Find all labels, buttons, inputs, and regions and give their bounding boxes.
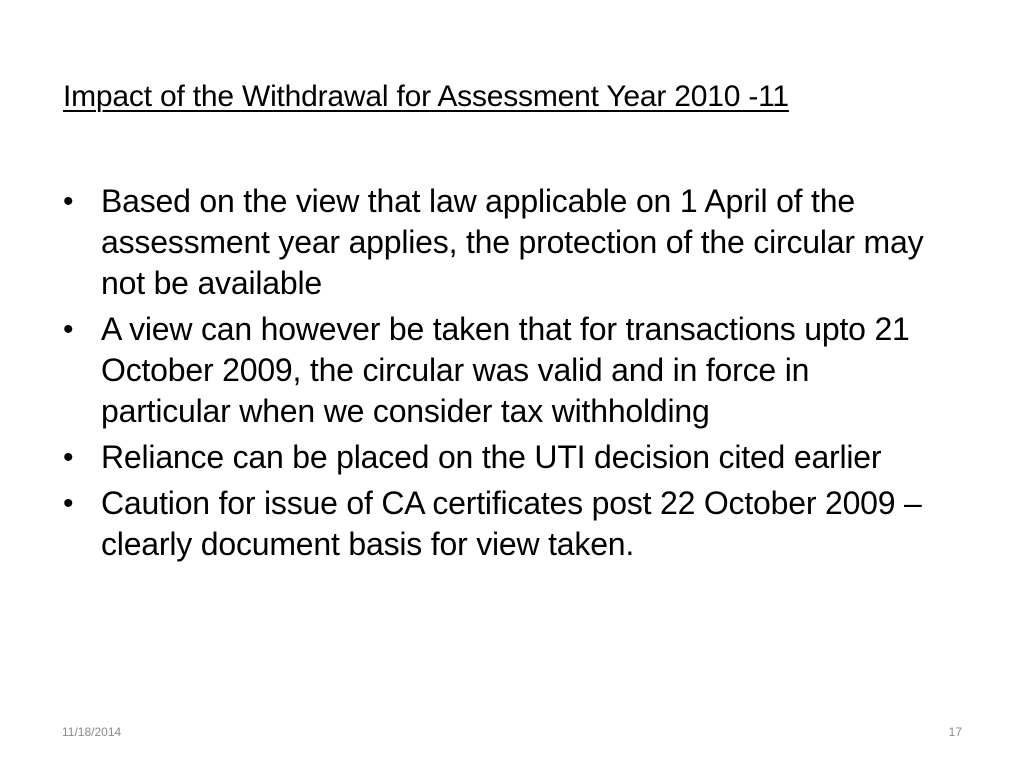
bullet-list — [63, 181, 943, 570]
bullet-text: A view can however be taken that for transactions upto 21 October 2009, the circular was valid and in force in particular when we consider tax withholding — [101, 311, 910, 429]
bullet-item — [63, 309, 943, 432]
bullet-dot-icon: • — [63, 441, 74, 474]
bullet-text: Based on the view that law applicable on 1 April of the assessment year applies, the protection of the circular may not be available — [101, 183, 924, 301]
bullet-item — [63, 437, 943, 478]
footer-date: 11/18/2014 — [62, 725, 122, 739]
bullet-dot-icon: • — [63, 185, 74, 218]
bullet-item — [63, 483, 943, 565]
bullet-item — [63, 181, 943, 304]
footer-page-number: 17 — [948, 725, 962, 739]
bullet-text: Caution for issue of CA certificates post 22 October 2009 – clearly document basis for view taken. — [101, 485, 922, 562]
bullet-dot-icon: • — [63, 487, 74, 520]
bullet-text: Reliance can be placed on the UTI decision cited earlier — [101, 439, 882, 475]
bullet-dot-icon: • — [63, 313, 74, 346]
slide-title: Impact of the Withdrawal for Assessment Year 2010 -11 — [63, 80, 789, 113]
